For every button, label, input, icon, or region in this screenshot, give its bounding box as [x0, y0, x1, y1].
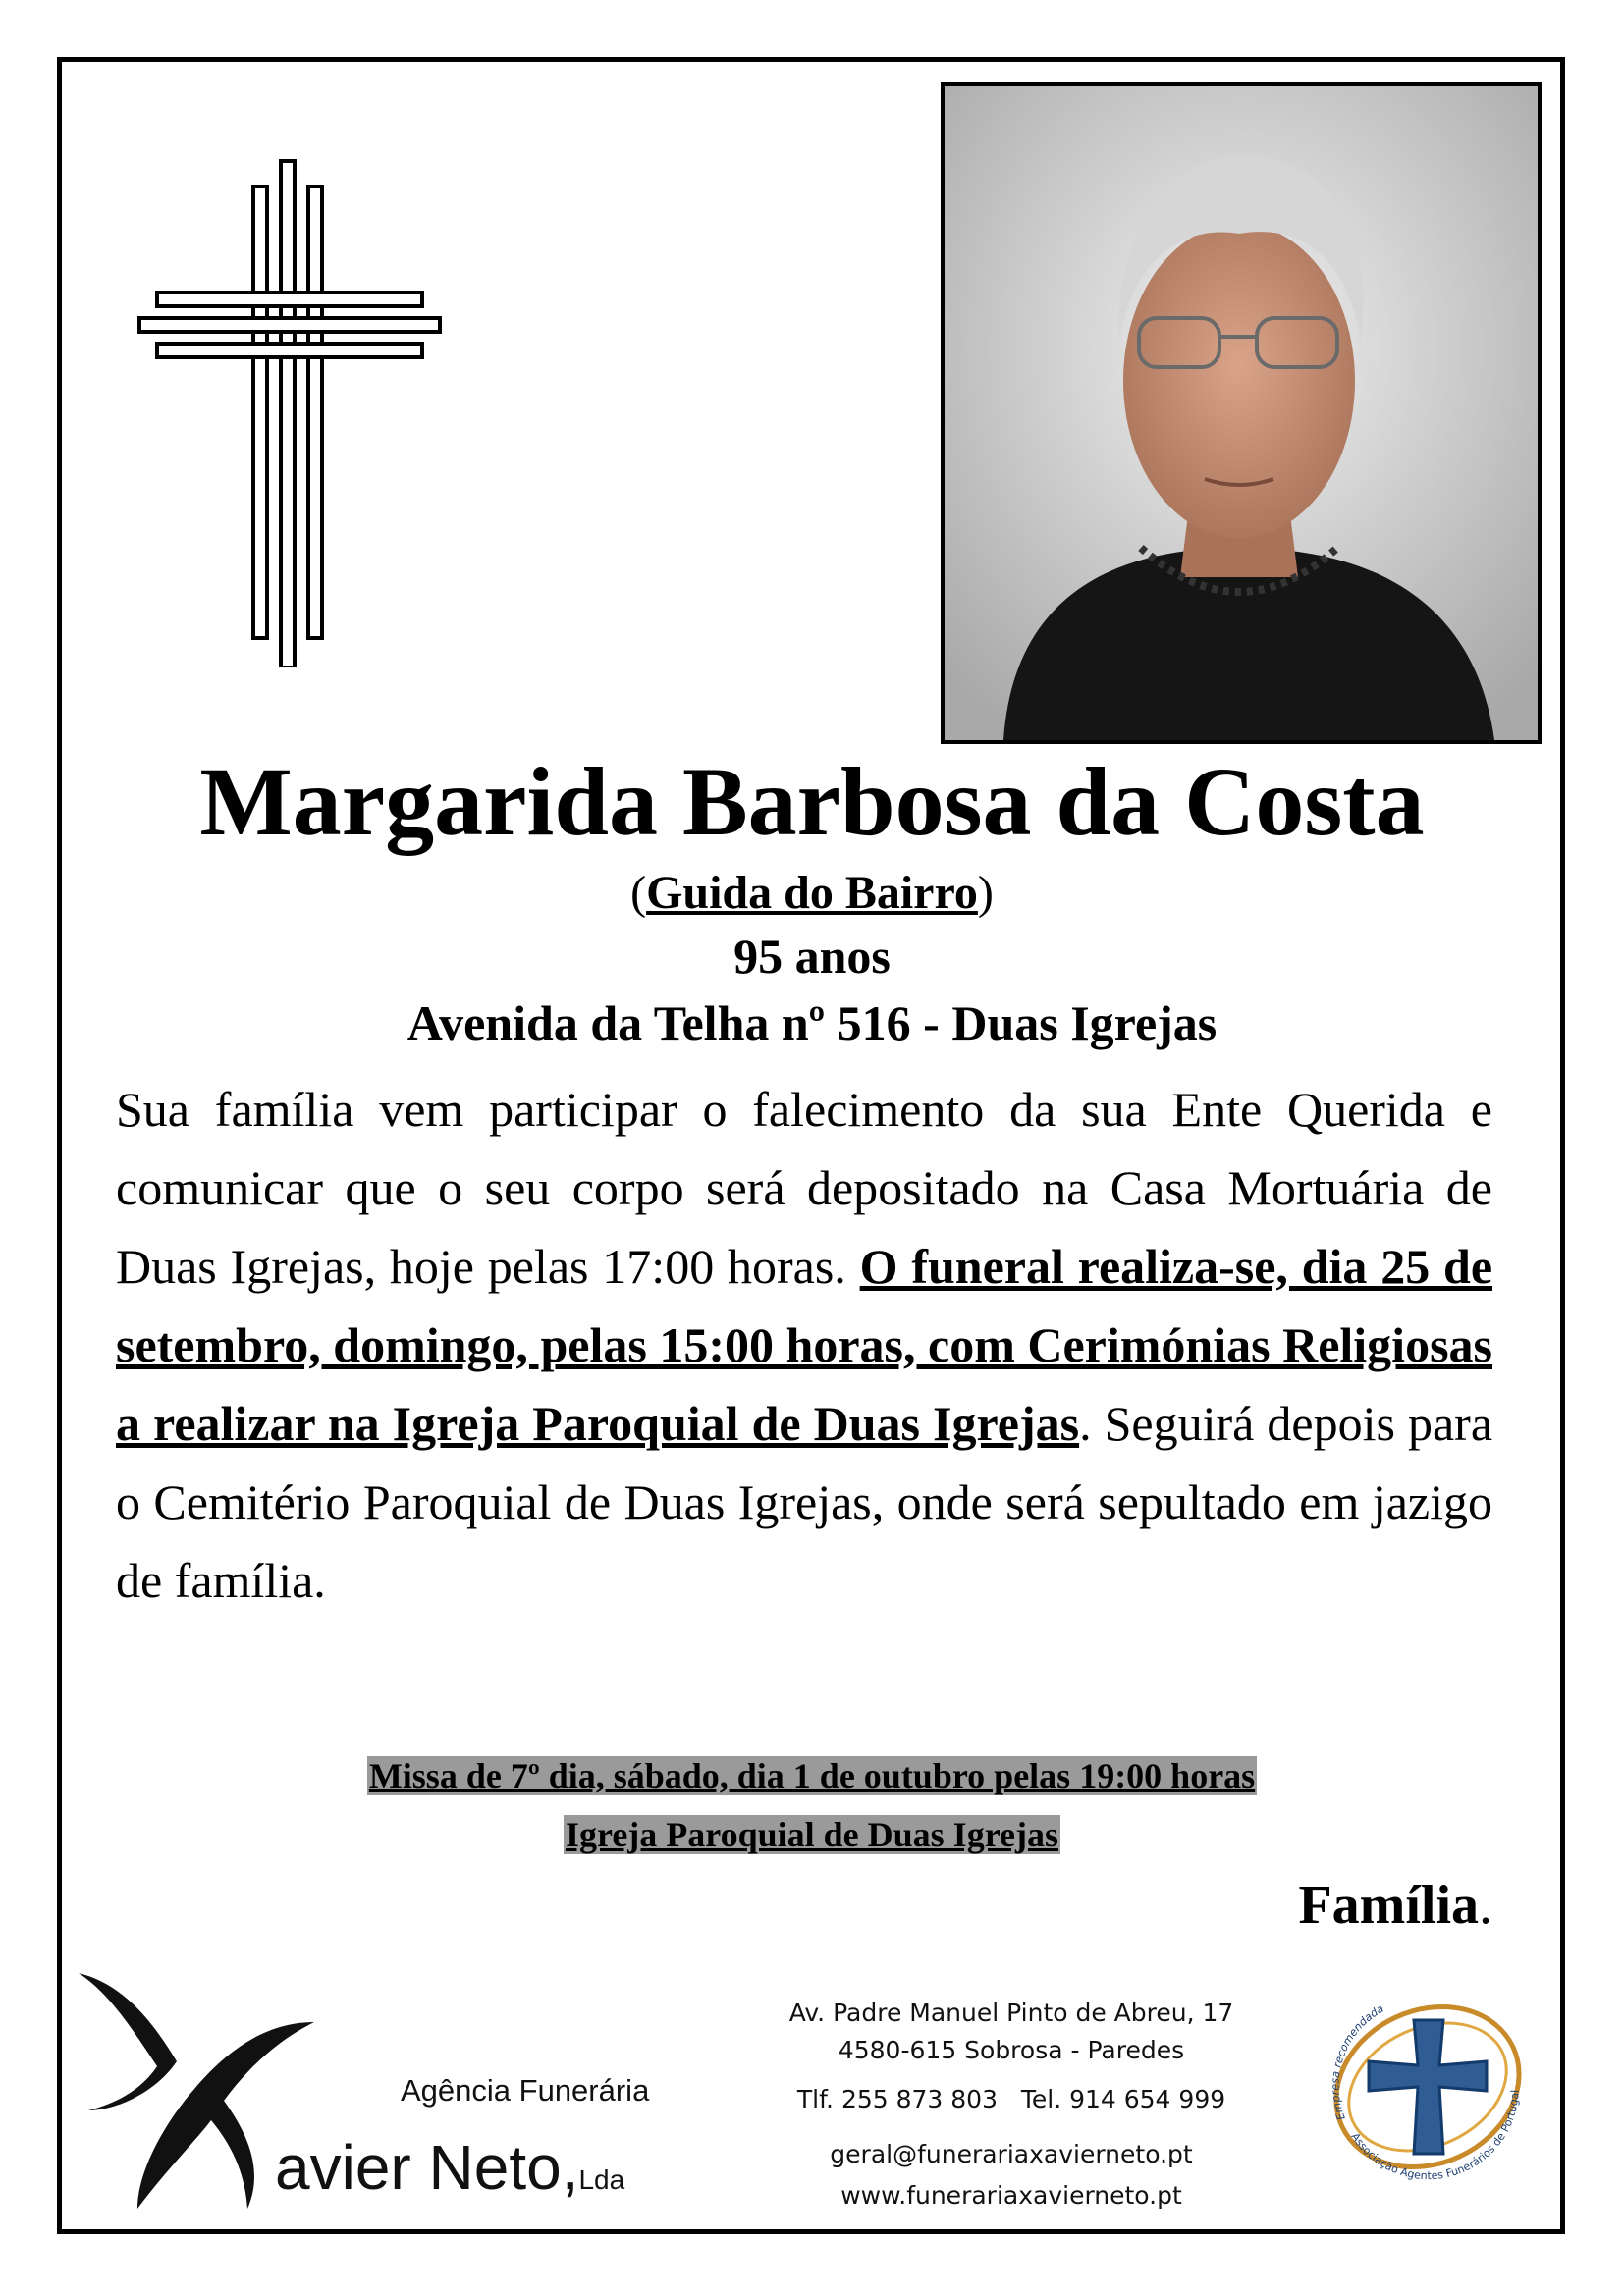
agency-name-text: avier Neto, — [275, 2132, 579, 2203]
age: 95 anos — [733, 929, 891, 984]
association-badge-icon — [1312, 1971, 1536, 2195]
agency-phones: Tlf. 255 873 803 Tel. 914 654 999 — [796, 2085, 1226, 2113]
nickname — [0, 864, 1624, 923]
portrait-photo — [941, 82, 1542, 744]
mass-date: Missa de 7º dia, sábado, dia 1 de outubro pelas 19:00 horas — [368, 1756, 1256, 1795]
badge-ring-text: Associação Agentes Funerários de Portugal — [1348, 2089, 1522, 2183]
agency-name — [275, 2128, 624, 2219]
signature-dot: . — [1479, 1875, 1492, 1936]
cross-icon — [137, 157, 442, 667]
badge-top-text: Empresa recomendada — [1328, 2002, 1386, 2122]
announcement-intro: Sua família vem participar o falecimento da sua Ente Querida e comunicar que o seu corpo será depositado na Casa Mortuária de Duas Igrejas, hoje pelas 17:00 horas. — [116, 1082, 1492, 1294]
funeral-details: O funeral realiza-se, dia 25 de setembro, domingo, pelas 15:00 horas, com Cerimónias Religiosas a realizar na Igreja Paroquial de Duas Igrejas — [116, 1239, 1493, 1451]
agency-email[interactable]: geral@funerariaxavierneto.pt — [830, 2140, 1193, 2168]
agency-label: Agência Funerária — [401, 2073, 650, 2108]
home-address: Avenida da Telha nº 516 - Duas Igrejas — [406, 995, 1218, 1050]
nickname-open: ( — [630, 867, 647, 919]
agency-website[interactable]: www.funerariaxavierneto.pt — [840, 2181, 1182, 2210]
announcement-outro: . Seguirá depois para o Cemitério Paroquial de Duas Igrejas, onde será sepultado em jazigo de família. — [116, 1396, 1493, 1608]
agency-address-line-1: Av. Padre Manuel Pinto de Abreu, 17 — [788, 1999, 1234, 2027]
announcement-text — [116, 1070, 1492, 1620]
signature-text: Família — [1298, 1875, 1479, 1936]
signature — [1298, 1873, 1492, 1938]
deceased-name: Margarida Barbosa da Costa — [199, 747, 1425, 856]
agency-suffix: Lda — [578, 2164, 625, 2195]
nickname-close: ) — [977, 867, 994, 919]
nickname-text: Guida do Bairro — [646, 867, 978, 919]
agency-address-line-2: 4580-615 Sobrosa - Paredes — [838, 2036, 1185, 2064]
mass-location: Igreja Paroquial de Duas Igrejas — [565, 1815, 1058, 1854]
mass-line-2 — [0, 1812, 1624, 1857]
mass-line-1 — [0, 1753, 1624, 1798]
